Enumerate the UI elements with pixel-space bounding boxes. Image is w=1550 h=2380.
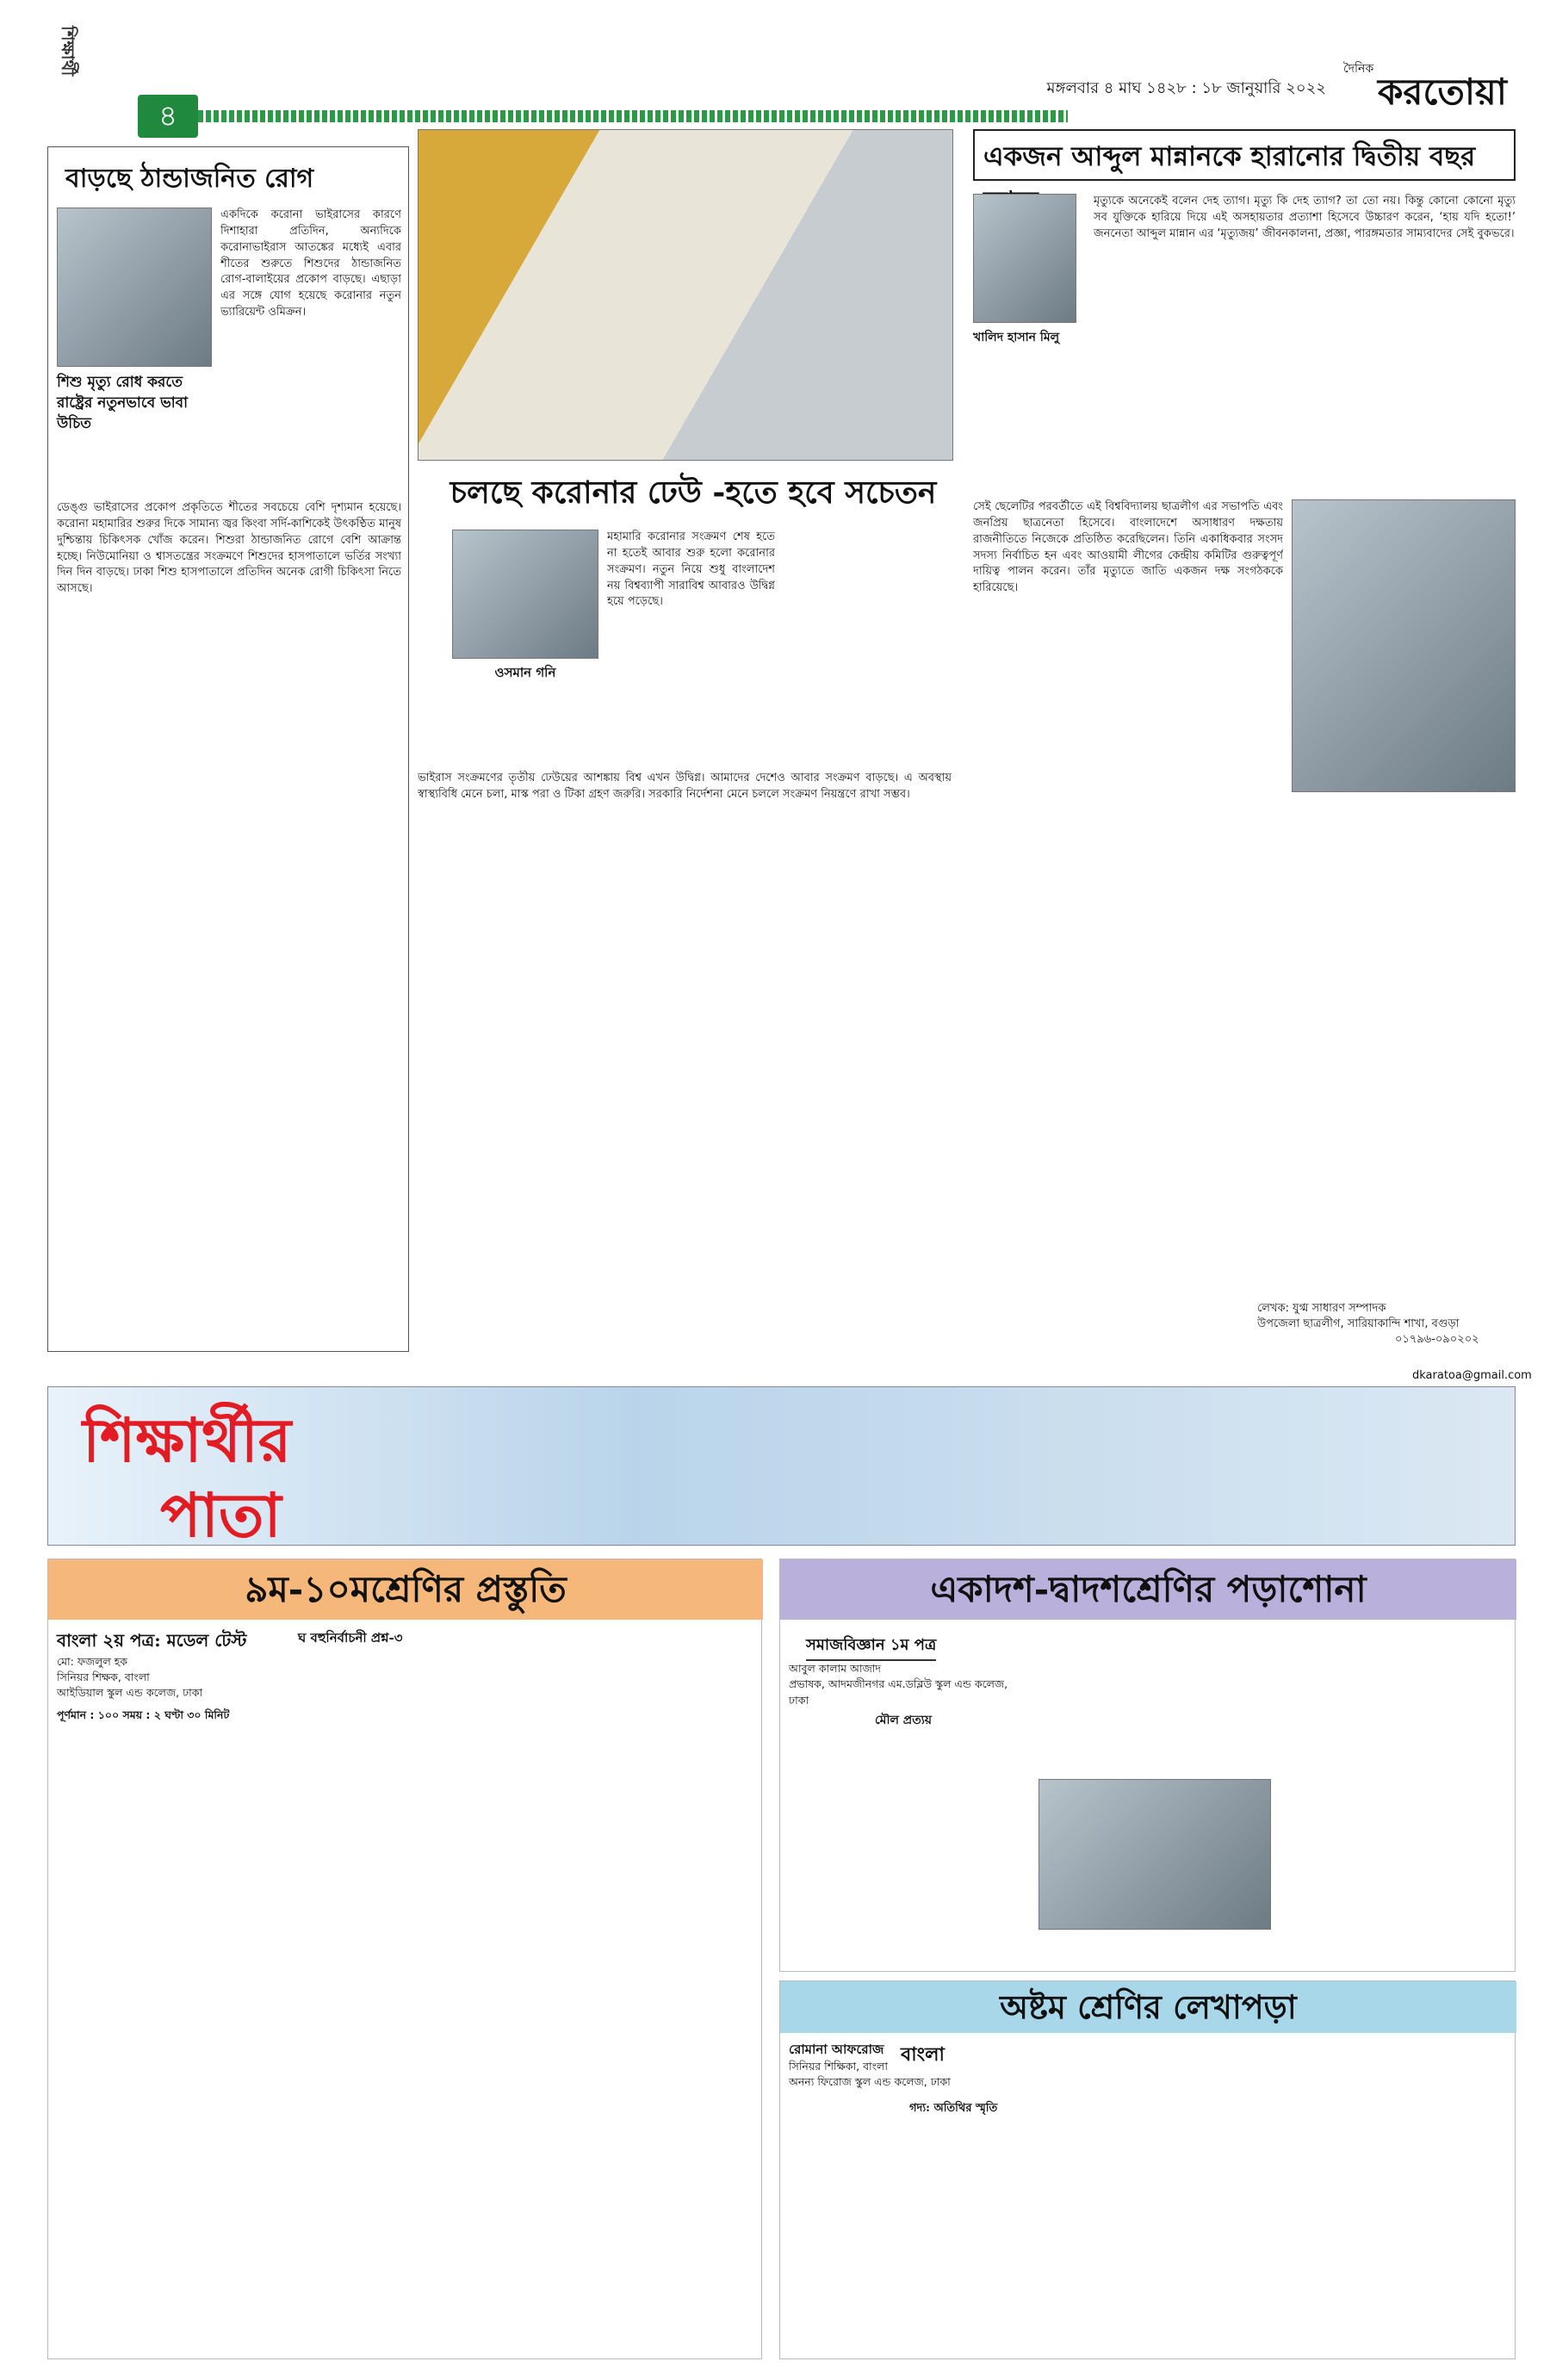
article-title: চলছে করোনার ঢেউ -হতে হবে সচেতন <box>450 474 937 511</box>
paper-name: করতোয়া <box>1378 71 1507 113</box>
mannan-portrait <box>1292 499 1516 792</box>
paper-small: দৈনিক <box>1343 62 1374 76</box>
article-body-2: ভাইরাস সংক্রমণের তৃতীয় ঢেউয়ের আশঙ্কায় বিশ্ব এখন উদ্বিগ্ন। আমাদের দেশেও আবার সংক্রমণ বাড়ছে। এ অবস্থায় স্বাস্থ্যবিধি মেনে চলা, মাস্ক পরা ও টিকা গ্রহণ জরুরি। সরকারি নির্দেশনা মেনে চললে সংক্রমণ নিয়ন্ত্রণে রাখা সম্ভব। <box>418 772 952 801</box>
article-title: একজন আব্দুল মান্নানকে হারানোর দ্বিতীয় বছর <box>973 129 1516 181</box>
author-photo <box>973 194 1076 323</box>
section-title: ৯ম-১০মশ্রেণির প্রস্তুতি <box>48 1559 763 1620</box>
banner-title-1: শিক্ষার্থীর <box>83 1404 292 1476</box>
banner-title-2: পাতা <box>160 1479 282 1551</box>
section-subtitle: বাংলা ২য় পত্র: মডেল টেস্ট <box>57 1630 247 1651</box>
author-caption: খালিদ হাসান মিলু <box>973 331 1060 344</box>
green-rule <box>198 110 1068 122</box>
author-title: প্রভাষক, আদমজীনগর এম.ডব্লিউ স্কুল এন্ড কলেজ, ঢাকা <box>789 1677 1008 1707</box>
author-caption: ওসমান গনি <box>494 665 556 680</box>
article-body: মহামারি করোনার সংক্রমণ শেষ হতে না হতেই আবার শুরু হলো করোনার সংক্রমণ। নতুন নিয়ে শুধু বাংলাদেশ নয় বিশ্বব্যাপী সারাবিশ্ব আবারও উদ্বিগ্ন হয়ে পড়েছে। <box>607 530 775 609</box>
section-class8 <box>779 1980 1516 2359</box>
section-title: অষ্টম শ্রেণির লেখাপড়া <box>780 1981 1516 2033</box>
article-body-2: সেই ছেলেটির পরবর্তীতে এই বিশ্ববিদ্যালয় ছাত্রলীগ এর সভাপতি এবং জনপ্রিয় ছাত্রনেতা হিসেবে। বাংলাদেশে অসাধারণ দক্ষতায় রাজনীতিতে নিজেকে প্রতিষ্ঠিত করেছিলেন। তিনি একাধিকবার সংসদ সদস্য নির্বাচিত হন এবং আওয়ামী লীগের কেন্দ্রীয় কমিটির গুরুত্বপূর্ণ দায়িত্ব পালন করেন। তাঁর মৃত্যুতে জাতি একজন দক্ষ সংগঠককে হারিয়েছে। <box>973 500 1283 595</box>
author-name: মো: ফজলুল হক <box>57 1655 128 1668</box>
photo-caption: শিশু মৃত্যু রোধ করতে রাষ্ট্রের নতুনভাবে ভাবা উচিত <box>57 374 189 432</box>
subsection-heading: মৌল প্রত্যয় <box>875 1714 933 1727</box>
sick-child-photo <box>57 208 212 367</box>
masthead <box>34 26 1516 133</box>
section-class9-10 <box>47 1559 762 2359</box>
section-subtitle: বাংলা <box>901 2043 945 2066</box>
author-name: আবুল কালাম আজাদ <box>789 1662 882 1675</box>
author-title: সিনিয়র শিক্ষিকা, বাংলা <box>789 2060 888 2073</box>
students-banner <box>47 1386 1516 1551</box>
author-photo <box>452 530 598 659</box>
page-number-badge: ৪ <box>138 95 198 138</box>
article-footer: লেখক: যুগ্ম সাধারণ সম্পাদক <box>1257 1302 1386 1315</box>
students-classroom-photo <box>1038 1779 1271 1930</box>
mcq-heading: ঘ বহুনির্বাচনী প্রশ্ন-৩ <box>298 1630 403 1646</box>
exam-marks: পূর্ণমান : ১০০ সময় : ২ ঘণ্টা ৩০ মিনিট <box>57 1708 230 1721</box>
date-line: মঙ্গলবার ৪ মাঘ ১৪২৮ : ১৮ জানুয়ারি ২০২২ <box>1046 79 1326 97</box>
ambulance-ppe-photo <box>418 129 953 461</box>
article-corona-wave <box>418 129 969 1352</box>
article-footer-2: উপজেলা ছাত্রলীগ, সারিয়াকান্দি শাখা, বগুড়া <box>1257 1317 1460 1330</box>
section-logo: শিক্ষার্থী <box>58 26 78 77</box>
author-institution: অনন্য ফিরোজ স্কুল এন্ড কলেজ, ঢাকা <box>789 2075 951 2088</box>
section-title: একাদশ-দ্বাদশশ্রেণির পড়াশোনা <box>780 1559 1516 1620</box>
author-title: সিনিয়র শিক্ষক, বাংলা <box>57 1670 150 1683</box>
article-body: মৃত্যুকে অনেকেই বলেন দেহ ত্যাগ। মৃত্যু কি দেহ ত্যাগ? তা তো নয়। কিন্তু কোনো কোনো মৃত্যু সব যুক্তিকে হারিয়ে দিয়ে এই অসহায়তার প্রত্যাশা হিসেবে উচ্চারণ করেন, ‘হায় যদি হতো!’ জননেতা আব্দুল মান্নান এর ‘মৃত্যুজয়’ জীবনকালনা, প্রজ্ঞা, পারঙ্গমতার সাম্যবাদের সেই বুকভরে। <box>1094 195 1516 240</box>
section-subtitle: সমাজবিজ্ঞান ১ম পত্র <box>806 1633 936 1661</box>
site-email: dkaratoa@gmail.com <box>1412 1369 1532 1382</box>
article-body-2: ডেঙ্গু ভাইরাসের প্রকোপ প্রকৃতিতে শীতের সবচেয়ে বেশি দৃশ্যমান হয়েছে। করোনা মহামারির শুরুর দিকে সামান্য জ্বর কিংবা সর্দি-কাশিকেই উৎকণ্ঠিত মানুষ দুশ্চিন্তায় চিকিৎসক খোঁজ করেন। শিশুরা ঠান্ডাজনিত রোগে বেশি আক্রান্ত হচ্ছে। নিউমোনিয়া ও শ্বাসতন্ত্রের সংক্রমণে শিশুদের হাসপাতালে ভর্তির সংখ্যা দিন দিন বাড়ছে। ঢাকা শিশু হাসপাতালে প্রতিদিন অনেক রোগী চিকিৎসা নিতে আসছে। <box>57 501 401 596</box>
article-body: একদিকে করোনা ভাইরাসের কারণে দিশাহারা প্রতিদিন, অন্যদিকে করোনাভাইরাস আতঙ্কের মধ্যেই এবার শীতের শুরুতে শিশুদের ঠান্ডাজনিত রোগ-বালাইয়ের প্রকোপ বাড়ছে। এছাড়া এর সঙ্গে যোগ হয়েছে করোনার নতুন ভ্যারিয়েন্ট ওমিক্রন। <box>220 208 401 319</box>
article-cold-diseases <box>47 146 409 1352</box>
author-institution: আইডিয়াল স্কুল এন্ড কলেজ, ঢাকা <box>57 1686 203 1699</box>
article-abdul-mannan <box>973 129 1516 1352</box>
author-name: রোমানা আফরোজ <box>789 2042 884 2057</box>
lesson-heading: গদ্য: অতিথির স্মৃতি <box>909 2102 998 2115</box>
article-title: বাড়ছে ঠান্ডাজনিত রোগ <box>65 164 314 194</box>
author-phone: ০১৭৯৬-০৯০২০২ <box>1395 1333 1479 1346</box>
section-class11-12 <box>779 1559 1516 1972</box>
